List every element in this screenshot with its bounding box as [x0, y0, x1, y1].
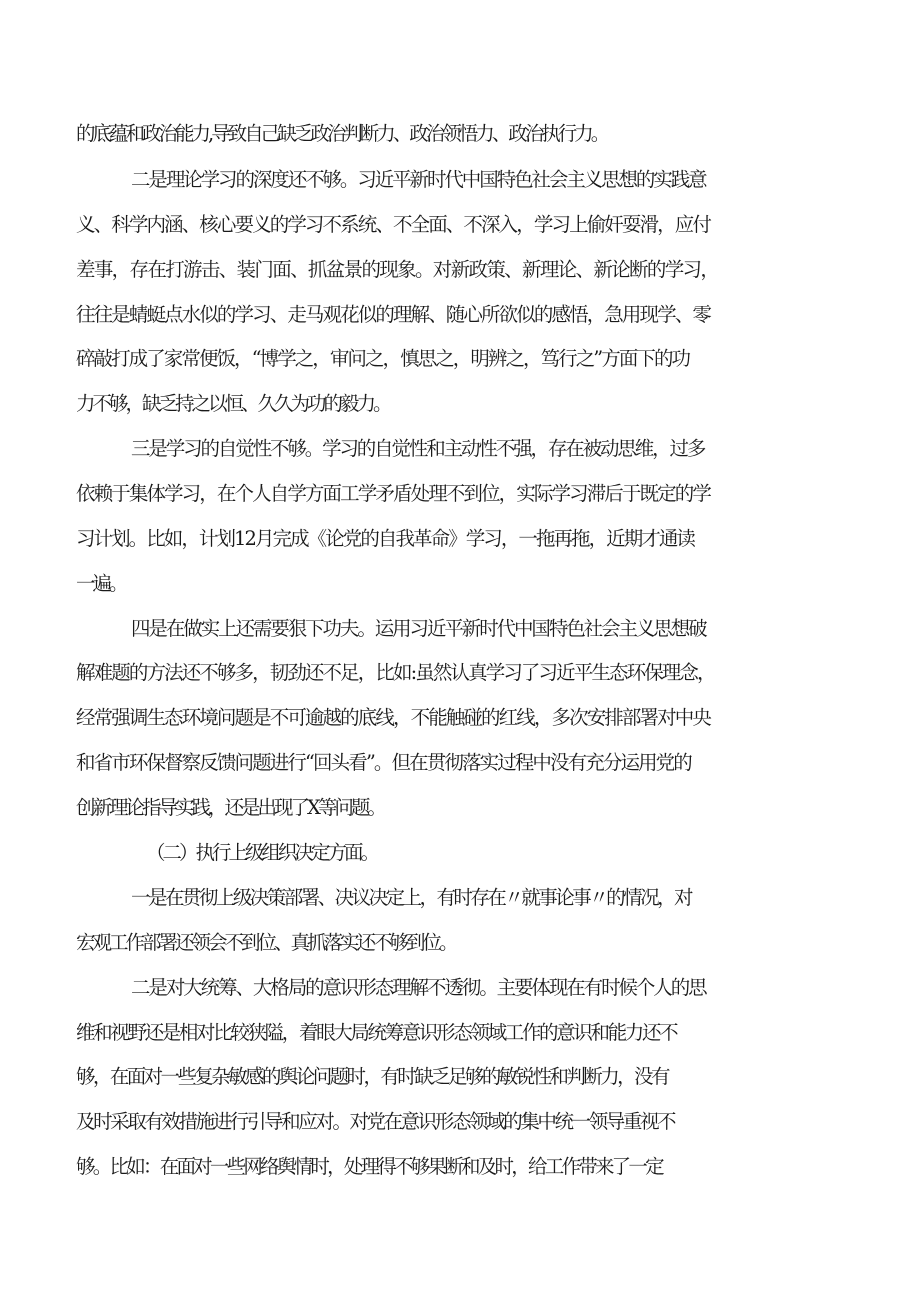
text-line: 解难题的方法还不够多，韧劲还不足，比如:虽然认真学习了习近平生态环保理念， [76, 661, 715, 684]
text-line: 经常强调生态环境问题是不可逾越的底线，不能触碰的红线，多次安排部署对中央 [76, 706, 710, 729]
text-line: （二）执行上级组织决定方面。 [146, 841, 378, 864]
text-line: 习计划。比如，计划12月完成《论党的自我革命》学习，一拖再拖，近期才通读 [76, 527, 694, 550]
text-line: 够。比如：在面对一些网络舆情时，处理得不够果断和及时，给工作带来了一定 [76, 1155, 662, 1178]
text-line: 一遍。 [76, 572, 126, 595]
text-line: 够，在面对一些复杂敏感的舆论问题时，有时缺乏足够的敏锐性和判断力，没有 [76, 1065, 668, 1088]
text-line: 维和视野还是相对比较狭隘，着眼大局统筹意识形态领域工作的意识和能力还不 [76, 1021, 677, 1044]
text-line: 一是在贯彻上级决策部署、决议决定上，有时存在〃就事论事〃的情况，对 [131, 886, 692, 909]
text-line: 的底蕴和政治能力,导致自己缺乏政治判断力、政治领悟力、政治执行力。 [76, 122, 608, 145]
text-line: 创新理论指导实践，还是出现了X等问题。 [76, 796, 384, 819]
text-line: 和省市环保督察反馈问题进行“回头看”。但在贯彻落实过程中没有充分运用党的 [76, 751, 691, 774]
text-line: 力不够，缺乏持之以恒、久久为功的毅力。 [76, 392, 390, 415]
text-line: 及时采取有效措施进行引导和应对。对党在意识形态领域的集中统一领导重视不 [76, 1110, 675, 1133]
text-line: 碎敲打成了家常便饭，“博学之，审问之，慎思之，明辨之，笃行之”方面下的功 [76, 347, 690, 370]
text-line: 四是在做实上还需要狠下功夫。运用习近平新时代中国特色社会主义思想破 [131, 617, 706, 640]
text-line: 差事，存在打游击、装门面、抓盆景的现象。对新政策、新理论、新论断的学习， [76, 258, 719, 281]
text-line: 二是理论学习的深度还不够。习近平新时代中国特色社会主义思想的实践意 [131, 168, 706, 191]
text-line: 宏观工作部署还领会不到位、真抓落实还不够到位。 [76, 931, 456, 954]
text-line: 义、科学内涵、核心要义的学习不系统、不全面、不深入，学习上偷奸耍滑，应付 [76, 213, 710, 236]
text-line: 依赖于集体学习，在个人自学方面工学矛盾处理不到位，实际学习滞后于既定的学 [76, 482, 710, 505]
text-line: 三是学习的自觉性不够。学习的自觉性和主动性不强，存在被动思维，过多 [131, 437, 705, 460]
text-line: 二是对大统筹、大格局的意识形态理解不透彻。主要体现在有时候个人的思 [131, 976, 706, 999]
text-line: 往往是蜻蜓点水似的学习、走马观花似的理解、随心所欲似的感悟，急用现学、零 [76, 303, 710, 326]
